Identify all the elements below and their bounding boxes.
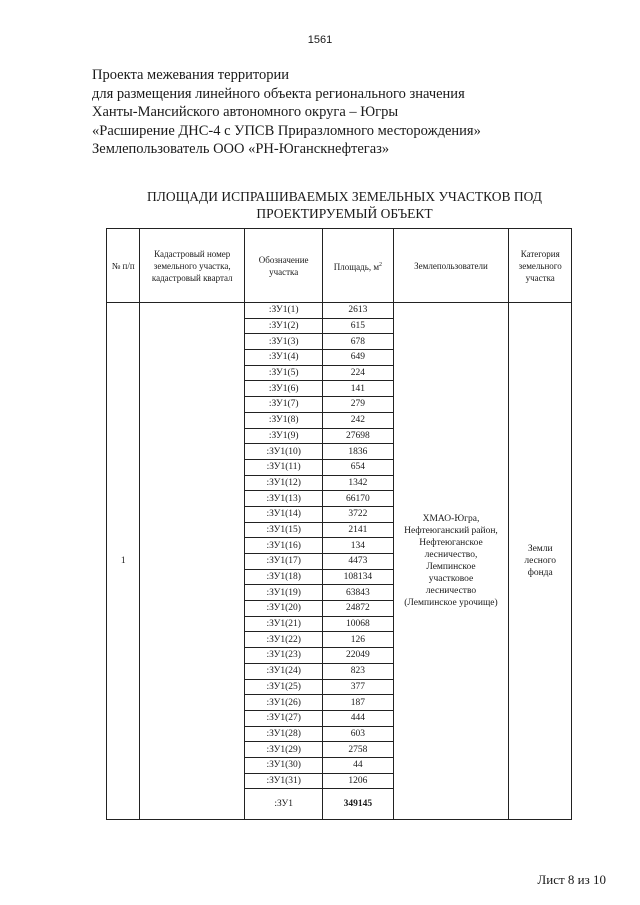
col-users-header: Землепользователи (393, 229, 509, 303)
plot-area-cell: 4473 (323, 554, 393, 570)
col-number-header: № п/п (107, 229, 140, 303)
plot-area-cell: 141 (323, 381, 393, 397)
land-category-line: фонда (527, 568, 553, 579)
plot-area-cell: 27698 (323, 428, 393, 444)
land-users-cell (393, 303, 509, 820)
plot-designation-cell: :ЗУ1(27) (245, 710, 323, 726)
header-line: «Расширение ДНС-4 с УПСВ Приразломного месторождения» (92, 122, 481, 139)
plot-area-cell: 22049 (323, 648, 393, 664)
table-title: ПЛОЩАДИ ИСПРАШИВАЕМЫХ ЗЕМЕЛЬНЫХ УЧАСТКОВ ПОД ПРОЕКТИРУЕМЫЙ ОБЪЕКТ (147, 189, 542, 221)
plot-designation-cell: :ЗУ1(28) (245, 726, 323, 742)
land-users-line: Нефтеюганский район, (404, 526, 498, 537)
land-category-cell (509, 303, 572, 820)
plot-area-cell: 444 (323, 710, 393, 726)
area-header-unit-sup: 2 (379, 261, 383, 268)
land-users-line: лесничество, (424, 550, 478, 561)
plot-designation-cell: :ЗУ1(30) (245, 757, 323, 773)
plot-area-cell: 242 (323, 412, 393, 428)
col-category-header: Категория земельного участка (509, 229, 572, 303)
plot-designation-cell: :ЗУ1(9) (245, 428, 323, 444)
plot-area-cell: 1836 (323, 444, 393, 460)
plot-area-cell: 10068 (323, 616, 393, 632)
plot-designation-cell: :ЗУ1(11) (245, 459, 323, 475)
header-line: Проекта межевания территории (92, 67, 289, 83)
header-line: Ханты-Мансийского автономного округа – Югры (92, 104, 399, 120)
plot-designation-cell: :ЗУ1(17) (245, 554, 323, 570)
header-line: для размещения линейного объекта регионального значения (92, 85, 465, 102)
plot-designation-cell: :ЗУ1(6) (245, 381, 323, 397)
row-number-cell: 1 (107, 303, 140, 820)
plot-designation-cell: :ЗУ1(16) (245, 538, 323, 554)
plot-area-cell: 615 (323, 318, 393, 334)
plot-area-cell: 126 (323, 632, 393, 648)
plot-area-cell: 823 (323, 663, 393, 679)
col-cadastral-header: Кадастровый номер земельного участка, кадастровый квартал (140, 229, 245, 303)
plot-designation-cell: :ЗУ1(2) (245, 318, 323, 334)
plot-designation-cell: :ЗУ1(20) (245, 601, 323, 617)
plot-designation-cell: :ЗУ1(1) (245, 303, 323, 319)
land-users-line: ХМАО-Югра, (422, 514, 480, 525)
plot-designation-cell: :ЗУ1(26) (245, 695, 323, 711)
plot-designation-cell: :ЗУ1(18) (245, 569, 323, 585)
plot-designation-cell: :ЗУ1(22) (245, 632, 323, 648)
sheet-label: Лист 8 из 10 (537, 872, 606, 887)
plot-designation-cell: :ЗУ1(12) (245, 475, 323, 491)
table-header-row (107, 229, 572, 303)
plot-area-cell: 2141 (323, 522, 393, 538)
area-header-label: Площадь, м (333, 261, 380, 272)
table-row (107, 303, 572, 319)
plot-designation-cell: :ЗУ1(19) (245, 585, 323, 601)
total-designation-cell: :ЗУ1 (245, 789, 323, 820)
plot-designation-cell: :ЗУ1(25) (245, 679, 323, 695)
cadastral-cell (140, 303, 245, 820)
plot-designation-cell: :ЗУ1(8) (245, 412, 323, 428)
plot-designation-cell: :ЗУ1(23) (245, 648, 323, 664)
plot-designation-cell: :ЗУ1(24) (245, 663, 323, 679)
land-category-line: лесного (524, 556, 557, 567)
plot-area-cell: 63843 (323, 585, 393, 601)
header-line: Землепользователь ООО «РН-Юганскнефтегаз» (92, 141, 390, 157)
plot-area-cell: 2613 (323, 303, 393, 319)
plot-area-cell: 134 (323, 538, 393, 554)
plot-designation-cell: :ЗУ1(14) (245, 506, 323, 522)
land-category-line: Земли (527, 544, 553, 555)
plot-designation-cell: :ЗУ1(5) (245, 365, 323, 381)
land-users-line: лесничество (425, 586, 477, 597)
plot-designation-cell: :ЗУ1(13) (245, 491, 323, 507)
plot-area-cell: 44 (323, 757, 393, 773)
plot-area-cell: 24872 (323, 601, 393, 617)
plot-area-cell: 3722 (323, 506, 393, 522)
plot-designation-cell: :ЗУ1(29) (245, 742, 323, 758)
land-users-line: Нефтеюганское (419, 538, 483, 549)
plot-area-cell: 66170 (323, 491, 393, 507)
plot-area-cell: 377 (323, 679, 393, 695)
land-plots-table (106, 228, 572, 820)
plot-designation-cell: :ЗУ1(10) (245, 444, 323, 460)
plot-designation-cell: :ЗУ1(4) (245, 350, 323, 366)
plot-designation-cell: :ЗУ1(3) (245, 334, 323, 350)
plot-area-cell: 224 (323, 365, 393, 381)
plot-designation-cell: :ЗУ1(15) (245, 522, 323, 538)
plot-area-cell: 603 (323, 726, 393, 742)
plot-area-cell: 649 (323, 350, 393, 366)
col-area-header (323, 229, 393, 303)
plot-designation-cell: :ЗУ1(21) (245, 616, 323, 632)
plot-area-cell: 1342 (323, 475, 393, 491)
plot-designation-cell: :ЗУ1(7) (245, 397, 323, 413)
page-number: 1561 (307, 34, 333, 46)
document-header (92, 66, 481, 159)
plot-area-cell: 654 (323, 459, 393, 475)
land-users-line: Лемпинское (426, 562, 476, 573)
col-designation-header: Обозначение участка (245, 229, 323, 303)
plot-area-cell: 108134 (323, 569, 393, 585)
plot-area-cell: 678 (323, 334, 393, 350)
total-area-cell: 349145 (323, 789, 393, 820)
land-users-line: участковое (428, 574, 474, 585)
plot-area-cell: 187 (323, 695, 393, 711)
land-users-line: (Лемпинское урочище) (404, 598, 498, 609)
plot-area-cell: 279 (323, 397, 393, 413)
plot-designation-cell: :ЗУ1(31) (245, 773, 323, 789)
plot-area-cell: 1206 (323, 773, 393, 789)
plot-area-cell: 2758 (323, 742, 393, 758)
